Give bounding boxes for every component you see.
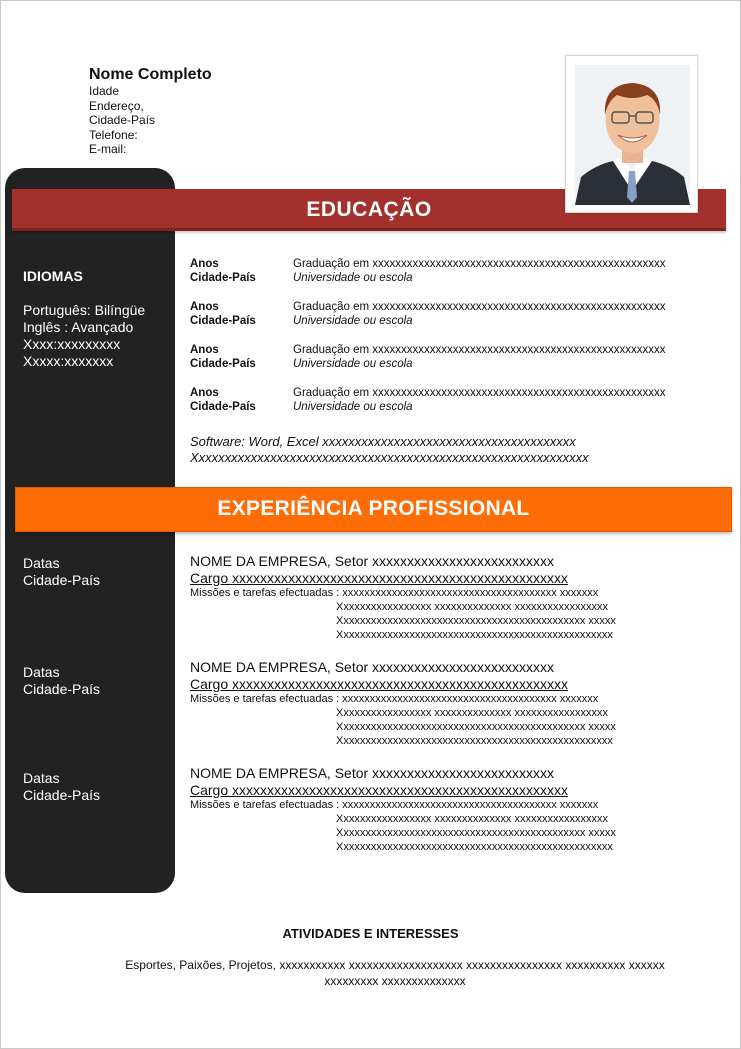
job-mission-line: Xxxxxxxxxxxxxxxxx xxxxxxxxxxxxxx xxxxxxxxxxxxxxxxx [336,601,608,613]
full-name: Nome Completo [89,66,212,83]
contact-header [89,66,212,157]
education-degree: Graduação em xxxxxxxxxxxxxxxxxxxxxxxxxxxxxxxxxxxxxxxxxxxxxxxxxxx [293,344,666,356]
job-title: Cargo xxxxxxxxxxxxxxxxxxxxxxxxxxxxxxxxxxxxxxxxxxxxxxxx [190,676,569,692]
job-title: Cargo xxxxxxxxxxxxxxxxxxxxxxxxxxxxxxxxxxxxxxxxxxxxxxxx [190,570,569,586]
education-school: Universidade ou escola [293,401,413,413]
software-line: Software: Word, Excel xxxxxxxxxxxxxxxxxxxxxxxxxxxxxxxxxxxxxxx [190,434,576,449]
experience-header-bar [15,487,732,532]
job-mission-line: Xxxxxxxxxxxxxxxxxxxxxxxxxxxxxxxxxxxxxxxxxxxxx xxxxx [336,721,616,733]
company-name: NOME DA EMPRESA, Setor xxxxxxxxxxxxxxxxxxxxxxxxxx [190,659,555,675]
software-line: Xxxxxxxxxxxxxxxxxxxxxxxxxxxxxxxxxxxxxxxxxxxxxxxxxxxxxxxxxxxxx [190,450,589,465]
language-item: Inglês : Avançado [23,319,134,335]
job-missions: Missões e tarefas efectuadas : xxxxxxxxxxxxxxxxxxxxxxxxxxxxxxxxxxxxxxx xxxxxxx [190,799,599,811]
software-skills [190,434,589,466]
education-degree: Graduação em xxxxxxxxxxxxxxxxxxxxxxxxxxxxxxxxxxxxxxxxxxxxxxxxxxx [293,301,666,313]
email-field: E-mail: [89,142,127,156]
activities-text: Esportes, Paixões, Projetos, xxxxxxxxxxx xxxxxxxxxxxxxxxxxxx xxxxxxxxxxxxxxxx xxxxxxxxxx xxxxxx xxxxxxxxx xxxxxxxxxxxxxx [125,958,665,988]
job-title: Cargo xxxxxxxxxxxxxxxxxxxxxxxxxxxxxxxxxxxxxxxxxxxxxxxx [190,782,569,798]
job-entry [190,765,650,854]
language-item: Português: Bilíngüe [23,302,146,318]
job-mission-line: Xxxxxxxxxxxxxxxxx xxxxxxxxxxxxxx xxxxxxxxxxxxxxxxx [336,707,608,719]
experience-title: EXPERIÊNCIA PROFISSIONAL [217,497,530,520]
job-mission-line: Xxxxxxxxxxxxxxxxxxxxxxxxxxxxxxxxxxxxxxxxxxxxx xxxxx [336,615,616,627]
education-years: Anos [190,301,219,313]
job-mission-line: Xxxxxxxxxxxxxxxxxxxxxxxxxxxxxxxxxxxxxxxxxxxxxxxxxx [336,841,613,853]
education-years: Anos [190,258,219,270]
education-degree: Graduação em xxxxxxxxxxxxxxxxxxxxxxxxxxxxxxxxxxxxxxxxxxxxxxxxxxx [293,387,666,399]
company-name: NOME DA EMPRESA, Setor xxxxxxxxxxxxxxxxxxxxxxxxxx [190,553,555,569]
education-years: Anos [190,387,219,399]
city-field: Cidade-País [89,113,156,127]
education-school: Universidade ou escola [293,272,413,284]
education-school: Universidade ou escola [293,315,413,327]
languages-title: IDIOMAS [23,268,83,284]
job-mission-line: Xxxxxxxxxxxxxxxxxxxxxxxxxxxxxxxxxxxxxxxxxxxxxxxxxx [336,629,613,641]
job-mission-line: Xxxxxxxxxxxxxxxxxxxxxxxxxxxxxxxxxxxxxxxxxxxxxxxxxx [336,735,613,747]
education-school: Universidade ou escola [293,358,413,370]
education-city: Cidade-País [190,272,256,284]
address-field: Endereço, [89,98,144,113]
job-city: Cidade-País [23,787,101,803]
job-entry [190,553,650,642]
job-entry [190,659,650,748]
job-mission-line: Xxxxxxxxxxxxxxxxxxxxxxxxxxxxxxxxxxxxxxxxxxxxx xxxxx [336,827,616,839]
company-name: NOME DA EMPRESA, Setor xxxxxxxxxxxxxxxxxxxxxxxxxx [190,765,555,781]
education-city: Cidade-País [190,358,256,370]
job-dates: Datas [23,664,60,680]
language-item: Xxxxx:xxxxxxx [23,353,114,369]
profile-photo [575,65,690,205]
activities-title: ATIVIDADES E INTERESSES [282,926,459,941]
job-dates: Datas [23,770,60,786]
education-degree: Graduação em xxxxxxxxxxxxxxxxxxxxxxxxxxxxxxxxxxxxxxxxxxxxxxxxxxx [293,258,666,270]
language-item: Xxxx:xxxxxxxxx [23,336,121,352]
education-years: Anos [190,344,219,356]
job-dates: Datas [23,555,60,571]
job-city: Cidade-País [23,681,101,697]
profile-photo-frame [565,55,698,213]
education-title: EDUCAÇÃO [306,198,432,221]
phone-field: Telefone: [89,127,138,142]
person-portrait-icon [575,65,690,205]
education-city: Cidade-País [190,401,256,413]
education-city: Cidade-País [190,315,256,327]
age-field: Idade [89,84,120,98]
job-mission-line: Xxxxxxxxxxxxxxxxx xxxxxxxxxxxxxx xxxxxxxxxxxxxxxxx [336,813,608,825]
job-city: Cidade-País [23,572,101,588]
job-missions: Missões e tarefas efectuadas : xxxxxxxxxxxxxxxxxxxxxxxxxxxxxxxxxxxxxxx xxxxxxx [190,587,599,599]
job-missions: Missões e tarefas efectuadas : xxxxxxxxxxxxxxxxxxxxxxxxxxxxxxxxxxxxxxx xxxxxxx [190,693,599,705]
